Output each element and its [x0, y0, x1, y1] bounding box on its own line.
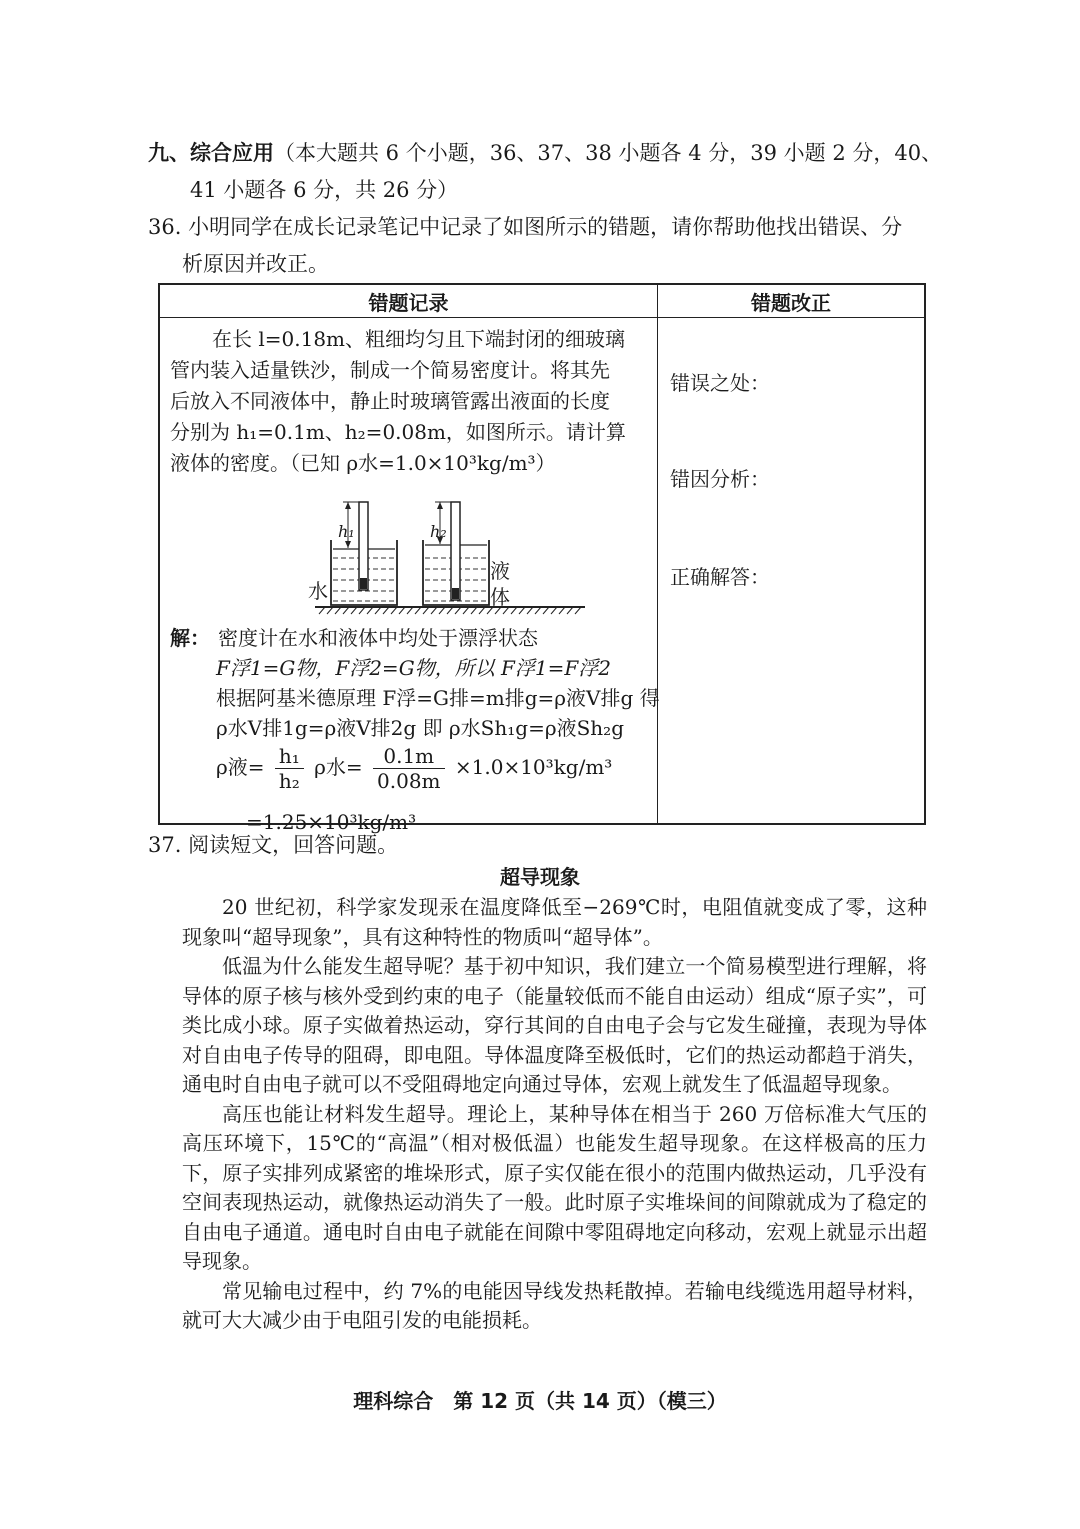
- fraction-h2: h₂: [278, 769, 300, 793]
- problem-line-2: 管内装入适量铁沙，制成一个简易密度计。将其先: [170, 358, 610, 382]
- problem-cell: [159, 318, 660, 834]
- article-paragraph-1: 20 世纪初，科学家发现汞在温度降低至−269℃时，电阻值就变成了零，这种现象叫“超导现象”，具有这种特性的物质叫“超导体”。: [182, 895, 927, 949]
- diagram-label-water: 水: [308, 579, 328, 603]
- diagram-label-h2: h₂: [430, 522, 447, 541]
- problem-line-3: 后放入不同液体中，静止时玻璃管露出液面的长度: [170, 389, 610, 413]
- solution-line-5: [216, 744, 612, 793]
- fraction-den-value: 0.08m: [377, 769, 441, 793]
- label-error-analysis: 错因分析：: [670, 467, 770, 491]
- label-error-location: 错误之处：: [670, 371, 770, 395]
- solution-line-4: ρ水V排1g=ρ液V排2g 即 ρ水Sh₁g=ρ液Sh₂g: [216, 716, 625, 740]
- section-desc-2: 41 小题各 6 分，共 26 分）: [190, 178, 459, 202]
- solution-prefix: 解：: [170, 626, 210, 650]
- q37-text: 37. 阅读短文，回答问题。: [148, 833, 399, 857]
- problem-line-5: 液体的密度。（已知 ρ水=1.0×10³kg/m³）: [170, 451, 556, 475]
- article-paragraph-4: 常见输电过程中，约 7%的电能因导线发热耗散掉。若输电线缆选用超导材料，就可大大减少由于电阻引发的电能损耗。: [182, 1278, 927, 1332]
- correction-cell: [658, 318, 926, 825]
- problem-line-1: 在长 l=0.18m、粗细均匀且下端封闭的细玻璃: [212, 327, 626, 351]
- diagram-label-liquid-2: 体: [490, 585, 510, 609]
- label-correct-answer: 正确解答：: [670, 565, 770, 589]
- solution-line-1: 密度计在水和液体中均处于漂浮状态: [218, 626, 538, 650]
- section-desc-1: （本大题共 6 个小题，36、37、38 小题各 4 分，39 小题 2 分，40、: [274, 141, 943, 165]
- fraction-values: [373, 744, 445, 793]
- problem-line-4: 分别为 h₁=0.1m、h₂=0.08m，如图所示。请计算: [170, 420, 626, 444]
- q36-text-1: 36. 小明同学在成长记录笔记中记录了如图所示的错题，请你帮助他找出错误、分: [148, 215, 903, 239]
- solution-line-6: =1.25×10³kg/m³: [246, 810, 417, 834]
- fraction-num-value: 0.1m: [373, 744, 445, 769]
- section-heading: [148, 138, 942, 168]
- fraction-h1: h₁: [275, 744, 304, 769]
- solution-line-2: F浮1=G物，F浮2=G物，所以 F浮1=F浮2: [216, 656, 611, 680]
- section-title: 九、综合应用: [148, 141, 274, 165]
- page-footer: 理科综合 第 12 页（共 14 页）（模三）: [353, 1389, 727, 1413]
- header-error-correction: 错题改正: [658, 284, 926, 318]
- hydrometer-diagram: [295, 490, 595, 620]
- solution-line-3: 根据阿基米德原理 F浮=G排=m排g=ρ液V排g 得: [216, 686, 660, 710]
- article-body: [182, 893, 927, 1336]
- article-paragraph-2: 低温为什么能发生超导呢？基于初中知识，我们建立一个简易模型进行理解，将导体的原子核与核外受到约束的电子（能量较低而不能自由运动）组成“原子实”，可类比成小球。原子实做着热运动，穿行其间的自由电子会与它发生碰撞，表现为导体对自由电子传导的阻碍，即电阻。导体温度降至极低时，它们的热运动都趋于消失，通电时自由电子就可以不受阻碍地定向通过导体，宏观上就发生了低温超导现象。: [182, 954, 927, 1096]
- diagram-label-liquid-1: 液: [490, 559, 510, 583]
- diagram-label-h1: h₁: [338, 522, 355, 541]
- solution-line-5-lhs: ρ液=: [216, 755, 265, 779]
- error-record-table: [158, 283, 926, 834]
- solution-line-5-mid: ρ水=: [314, 755, 363, 779]
- article-title: 超导现象: [500, 865, 580, 889]
- fraction-h1-h2: [275, 744, 304, 793]
- solution-line-5-rhs: ×1.0×10³kg/m³: [454, 755, 613, 779]
- q36-text-2: 析原因并改正。: [182, 252, 329, 276]
- article-paragraph-3: 高压也能让材料发生超导。理论上，某种导体在相当于 260 万倍标准大气压的高压环境下，15℃的“高温”（相对极低温）也能发生超导现象。在这样极高的压力下，原子实排列成紧密的堆垛形式，原子实仅能在很小的范围内做热运动，几乎没有空间表现热运动，就像热运动消失了一般。此时原子实堆垛间的间隙就成为了稳定的自由电子通道。通电时自由电子就能在间隙中零阻碍地定向移动，宏观上就显示出超导现象。: [182, 1101, 927, 1273]
- header-error-record: 错题记录: [159, 284, 658, 318]
